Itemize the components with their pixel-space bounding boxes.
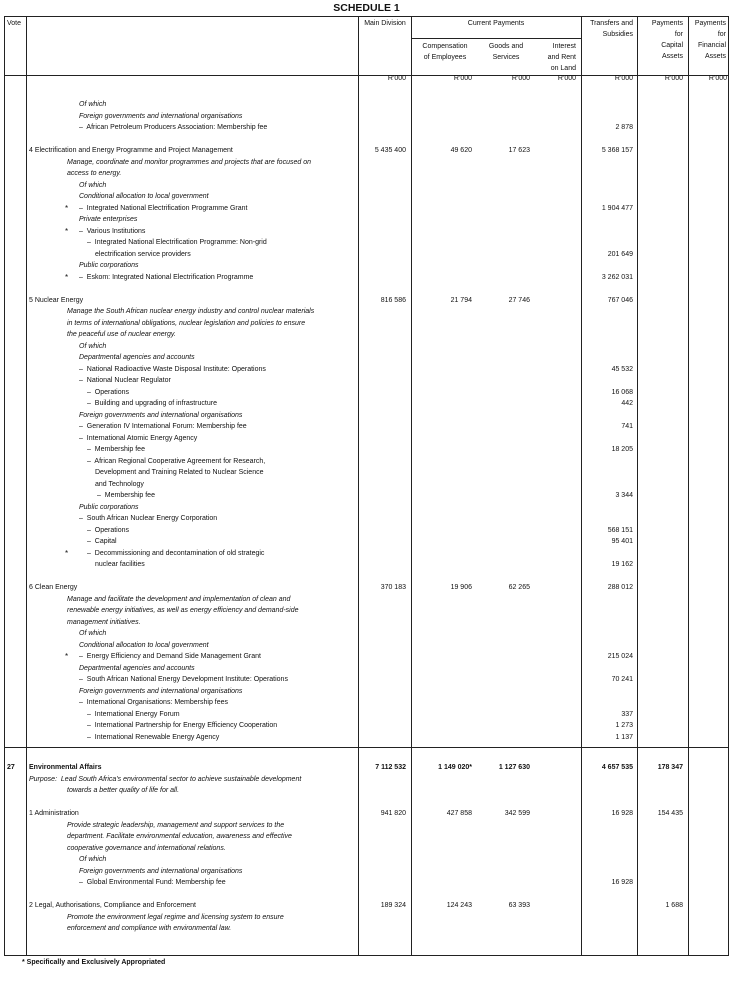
unit-label: R'000 (708, 75, 727, 82)
row-label: – Capital (87, 538, 117, 545)
row-label: electrification service providers (95, 250, 191, 258)
row-label: – Operations (87, 526, 130, 534)
amount-gs: 27 746 (508, 296, 530, 304)
row-label: Of which (79, 342, 107, 350)
row-label: – International Atomic Energy Agency (79, 434, 198, 442)
row-label: – Decommissioning and decontamination of old strategic (87, 549, 265, 557)
amount-ce: 49 620 (450, 147, 472, 154)
row-label: – African Petroleum Producers Association: Membership fee (79, 124, 268, 131)
row-label: 6 Clean Energy (29, 584, 78, 591)
row-label: Manage, coordinate and monitor programmes and projects that are focused on (67, 158, 311, 166)
amount-md: 941 820 (380, 810, 406, 817)
row-label: Of which (79, 856, 107, 863)
row-label: Conditional allocation to local government (79, 641, 209, 649)
amount-md: 189 324 (380, 902, 406, 909)
vote-number: 27 (7, 764, 15, 771)
row-label: Manage and facilitate the development and implementation of clean and (67, 595, 291, 603)
row-label: – International Organisations: Membership fees (79, 699, 229, 706)
amount-tr: 3 344 (615, 492, 633, 499)
amount-tr: 288 012 (607, 584, 633, 591)
amount-ce: 19 906 (450, 584, 472, 591)
current-payments-rule (411, 38, 581, 39)
appropriated-marker: * (65, 203, 69, 213)
financial-assets-header: Payments for Financial Assets (694, 20, 726, 60)
current-payments-header: Current Payments (467, 20, 525, 27)
amount-tr: 1 904 477 (601, 204, 633, 212)
capital-assets-header: Payments for Capital Assets (651, 20, 683, 60)
goods-services-header: Goods and Services (488, 43, 524, 61)
row-label: 2 Legal, Authorisations, Compliance and Enforcement (29, 902, 196, 909)
amount-tr: 201 649 (607, 250, 633, 258)
row-label: – International Energy Forum (87, 710, 180, 718)
amount-tr: 16 928 (611, 810, 633, 817)
schedule-title: SCHEDULE 1 (333, 2, 400, 14)
amount-md: 370 183 (380, 584, 406, 591)
row-label: – International Renewable Energy Agency (87, 733, 220, 741)
main-division-header: Main Division (364, 20, 406, 27)
row-label: Public corporations (79, 503, 139, 511)
row-label: Of which (79, 101, 107, 108)
row-label: Environmental Affairs (29, 764, 102, 771)
amount-tr: 215 024 (607, 653, 633, 660)
unit-label: R'000 (664, 75, 683, 82)
row-label: Foreign governments and international organisations (79, 687, 243, 695)
row-label: Foreign governments and international organisations (79, 112, 243, 120)
amount-ca: 1 688 (665, 902, 683, 909)
row-label: Departmental agencies and accounts (79, 664, 195, 672)
row-label: – African Regional Cooperative Agreement for Research, (87, 457, 266, 465)
row-label: Purpose: Lead South Africa's environmental sector to achieve sustainable development (29, 775, 302, 783)
amount-gs: 342 599 (504, 810, 530, 817)
unit-label: R'000 (453, 75, 472, 82)
appropriation-table (4, 16, 729, 956)
amount-tr: 442 (621, 400, 633, 407)
amount-tr: 16 928 (611, 879, 633, 886)
appropriated-marker: * (65, 652, 69, 661)
amount-tr: 5 368 157 (601, 147, 633, 154)
amount-tr: 70 241 (611, 676, 633, 683)
row-label: nuclear facilities (95, 561, 145, 568)
row-label: Departmental agencies and accounts (79, 354, 195, 361)
row-label: in terms of international obligations, nuclear legislation and policies to ensure (67, 319, 306, 327)
row-label: management initiatives. (67, 618, 141, 626)
vote-divider (5, 747, 728, 748)
col-divider (688, 17, 689, 955)
col-divider (26, 17, 27, 955)
row-label: towards a better quality of life for all. (67, 787, 180, 794)
row-label: – South African Nuclear Energy Corporation (79, 515, 218, 522)
row-label: and Technology (95, 480, 144, 488)
amount-md: 7 112 532 (375, 764, 406, 771)
row-label: – Operations (87, 388, 130, 396)
row-label: – Energy Efficiency and Demand Side Management Grant (79, 653, 261, 660)
amount-ce: 427 858 (446, 810, 472, 817)
appropriated-marker: * (65, 548, 69, 558)
compensation-header: Compensation of Employees (422, 43, 468, 61)
amount-tr: 741 (621, 423, 633, 430)
amount-tr: 1 137 (615, 733, 633, 741)
amount-tr: 337 (621, 710, 633, 718)
row-label: renewable energy initiatives, as well as energy efficiency and demand-side (67, 607, 299, 614)
row-label: – South African National Energy Development Institute: Operations (79, 676, 288, 683)
row-label: – National Nuclear Regulator (79, 377, 171, 384)
row-label: access to energy. (67, 170, 122, 177)
amount-tr: 95 401 (611, 538, 633, 545)
amount-tr: 767 046 (607, 296, 633, 304)
appropriated-marker: * (65, 226, 69, 236)
footnote: * Specifically and Exclusively Appropriated (22, 959, 166, 966)
amount-tr: 568 151 (607, 526, 633, 534)
row-label: – Various Institutions (79, 227, 146, 235)
row-label: – Global Environmental Fund: Membership fee (79, 879, 226, 886)
transfers-header: Transfers and Subsidies (590, 20, 633, 38)
amount-md: 816 586 (380, 296, 406, 304)
row-label: the peaceful use of nuclear energy. (67, 331, 176, 338)
row-label: Foreign governments and international organisations (79, 867, 243, 875)
amount-gs: 1 127 630 (498, 764, 530, 771)
row-label: Manage the South African nuclear energy industry and control nuclear materials (67, 308, 315, 315)
row-label: 1 Administration (29, 810, 79, 817)
row-label: – Integrated National Electrification Programme Grant (79, 204, 248, 212)
row-label: – Building and upgrading of infrastructure (87, 400, 217, 407)
amount-gs: 62 265 (508, 584, 530, 591)
row-label: Of which (79, 181, 107, 189)
row-label: Private enterprises (79, 216, 138, 223)
row-label: Foreign governments and international organisations (79, 411, 243, 419)
amount-tr: 19 162 (611, 561, 633, 568)
row-label: – International Partnership for Energy Efficiency Cooperation (87, 722, 278, 729)
row-label: – Generation IV International Forum: Membership fee (79, 423, 247, 430)
row-label: Development and Training Related to Nuclear Science (95, 469, 264, 476)
vote-header: Vote (7, 20, 22, 27)
amount-tr: 45 532 (611, 365, 633, 373)
amount-tr: 3 262 031 (601, 273, 633, 281)
unit-label: R'000 (511, 75, 530, 82)
interest-rent-header: Interest and Rent on Land (547, 43, 576, 72)
amount-tr: 16 068 (611, 388, 633, 396)
appropriated-marker: * (65, 272, 69, 282)
unit-label: R'000 (557, 75, 576, 82)
amount-ce: 124 243 (446, 902, 472, 909)
row-label: Of which (79, 630, 107, 637)
row-label: – Membership fee (97, 492, 155, 499)
row-label: – Eskom: Integrated National Electrification Programme (79, 273, 254, 281)
row-label: Provide strategic leadership, management and support services to the (67, 821, 285, 829)
row-label: – Membership fee (87, 446, 145, 453)
row-label: enforcement and compliance with environmental law. (67, 925, 232, 932)
amount-ce: 21 794 (450, 296, 472, 304)
amount-ca: 178 347 (657, 764, 683, 771)
row-label: – Integrated National Electrification Programme: Non-grid (87, 239, 267, 246)
row-label: department. Facilitate environmental education, awareness and effective (67, 833, 292, 840)
row-label: Public corporations (79, 262, 139, 269)
unit-label: R'000 (387, 75, 406, 82)
amount-md: 5 435 400 (374, 147, 406, 154)
unit-label: R'000 (614, 75, 633, 82)
amount-gs: 63 393 (508, 902, 530, 909)
amount-gs: 17 623 (508, 147, 530, 154)
amount-tr: 18 205 (611, 446, 633, 453)
amount-tr: 2 878 (615, 124, 633, 131)
row-label: cooperative governance and international relations. (67, 844, 226, 852)
amount-tr: 1 273 (615, 722, 633, 729)
amount-ca: 154 435 (657, 810, 683, 817)
row-label: Promote the environment legal regime and licensing system to ensure (67, 913, 284, 921)
amount-ce: 1 149 020* (438, 764, 472, 771)
row-label: 5 Nuclear Energy (29, 296, 84, 304)
row-label: 4 Electrification and Energy Programme and Project Management (29, 147, 233, 154)
amount-tr: 4 657 535 (601, 764, 633, 771)
row-label: – National Radioactive Waste Disposal Institute: Operations (79, 365, 266, 373)
row-label: Conditional allocation to local government (79, 193, 209, 200)
